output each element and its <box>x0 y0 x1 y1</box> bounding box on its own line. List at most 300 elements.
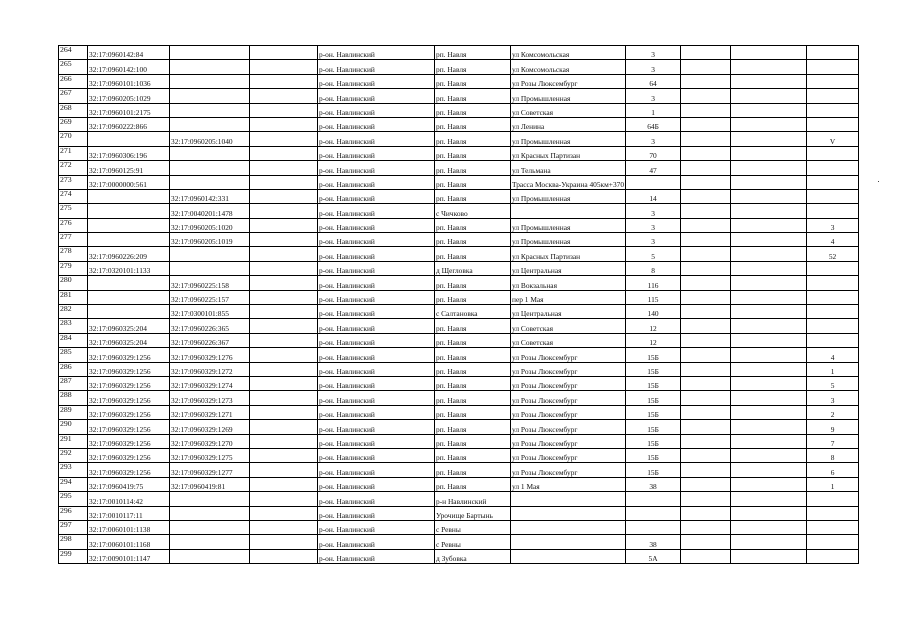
unit-number-cell <box>807 261 859 275</box>
table-row <box>59 89 859 103</box>
blank-column-3 <box>731 319 807 333</box>
blank-column-3 <box>731 60 807 74</box>
blank-column-3 <box>731 549 807 563</box>
blank-column-2 <box>681 117 731 131</box>
blank-column <box>250 276 318 290</box>
cadastral-number-land: 32:17:0960329:1256 <box>88 448 170 462</box>
blank-column <box>250 463 318 477</box>
settlement-cell: рп. Навля <box>435 132 511 146</box>
row-number: 286 <box>59 362 88 376</box>
house-number-cell: 64Б <box>626 117 681 131</box>
unit-number-cell: 4 <box>807 233 859 247</box>
house-number-cell: 15Б <box>626 376 681 390</box>
blank-column-2 <box>681 549 731 563</box>
blank-column-2 <box>681 247 731 261</box>
district-cell: р-он. Навлинский <box>318 405 435 419</box>
blank-column <box>250 60 318 74</box>
table-row <box>59 506 859 520</box>
blank-column-2 <box>681 161 731 175</box>
street-cell: ул Розы Люксембург <box>511 405 626 419</box>
row-number: 277 <box>59 233 88 247</box>
row-number: 268 <box>59 103 88 117</box>
cadastral-number-land: 32:17:0960325:204 <box>88 319 170 333</box>
blank-column-3 <box>731 391 807 405</box>
blank-column-3 <box>731 463 807 477</box>
house-number-cell: 3 <box>626 89 681 103</box>
blank-column <box>250 333 318 347</box>
street-cell: ул Розы Люксембург <box>511 376 626 390</box>
blank-column-3 <box>731 420 807 434</box>
blank-column-2 <box>681 305 731 319</box>
settlement-cell: рп. Навля <box>435 477 511 491</box>
cadastral-number-building: 32:17:0960419:81 <box>170 477 250 491</box>
unit-number-cell <box>807 74 859 88</box>
unit-number-cell <box>807 333 859 347</box>
cadastral-number-building: 32:17:0960329:1277 <box>170 463 250 477</box>
district-cell: р-он. Навлинский <box>318 290 435 304</box>
table-row <box>59 175 859 189</box>
district-cell: р-он. Навлинский <box>318 420 435 434</box>
blank-column-3 <box>731 434 807 448</box>
blank-column-2 <box>681 132 731 146</box>
house-number-cell: 3 <box>626 233 681 247</box>
street-cell: ул Комсомольская <box>511 46 626 60</box>
unit-number-cell <box>807 506 859 520</box>
row-number: 290 <box>59 420 88 434</box>
cadastral-number-building: 32:17:0960329:1272 <box>170 362 250 376</box>
cadastral-number-land: 32:17:0960329:1256 <box>88 463 170 477</box>
cadastral-number-building: 32:17:0960205:1040 <box>170 132 250 146</box>
unit-number-cell: 3 <box>807 218 859 232</box>
blank-column <box>250 362 318 376</box>
settlement-cell: рп. Навля <box>435 175 511 189</box>
table-row <box>59 233 859 247</box>
house-number-cell: 116 <box>626 276 681 290</box>
cadastral-number-land: 32:17:0960101:1036 <box>88 74 170 88</box>
blank-column <box>250 448 318 462</box>
blank-column-2 <box>681 535 731 549</box>
blank-column <box>250 233 318 247</box>
street-cell: ул Центральная <box>511 305 626 319</box>
address-register-table <box>58 45 859 564</box>
blank-column <box>250 290 318 304</box>
cadastral-number-building: 32:17:0960329:1276 <box>170 348 250 362</box>
cadastral-number-building: 32:17:0960329:1270 <box>170 434 250 448</box>
blank-column-2 <box>681 492 731 506</box>
table-row <box>59 276 859 290</box>
blank-column-3 <box>731 146 807 160</box>
blank-column <box>250 146 318 160</box>
blank-column-2 <box>681 60 731 74</box>
unit-number-cell <box>807 46 859 60</box>
cadastral-number-land: 32:17:0060101:1168 <box>88 535 170 549</box>
house-number-cell: 47 <box>626 161 681 175</box>
street-cell: ул Вокзальная <box>511 276 626 290</box>
house-number-cell: 70 <box>626 146 681 160</box>
cadastral-number-building: 32:17:0960329:1269 <box>170 420 250 434</box>
district-cell: р-он. Навлинский <box>318 391 435 405</box>
blank-column-2 <box>681 348 731 362</box>
blank-column-3 <box>731 189 807 203</box>
cadastral-number-land: 32:17:0960329:1256 <box>88 391 170 405</box>
table-row <box>59 247 859 261</box>
district-cell: р-он. Навлинский <box>318 60 435 74</box>
blank-column-2 <box>681 362 731 376</box>
table-row <box>59 319 859 333</box>
street-cell: ул Тельмана <box>511 161 626 175</box>
row-number: 284 <box>59 333 88 347</box>
row-number: 279 <box>59 261 88 275</box>
settlement-cell: с Чичково <box>435 204 511 218</box>
settlement-cell: рп. Навля <box>435 405 511 419</box>
cadastral-number-land: 32:17:0090101:1147 <box>88 549 170 563</box>
street-cell: ул Розы Люксембург <box>511 348 626 362</box>
table-row <box>59 60 859 74</box>
row-number: 275 <box>59 204 88 218</box>
unit-number-cell: 3 <box>807 391 859 405</box>
blank-column-3 <box>731 348 807 362</box>
street-cell: ул Ленина <box>511 117 626 131</box>
unit-number-cell <box>807 117 859 131</box>
street-cell: ул Розы Люксембург <box>511 448 626 462</box>
cadastral-number-building <box>170 549 250 563</box>
table-row <box>59 448 859 462</box>
settlement-cell: рп. Навля <box>435 463 511 477</box>
cadastral-number-land: 32:17:0010117:11 <box>88 506 170 520</box>
unit-number-cell: 1 <box>807 477 859 491</box>
street-cell: пер 1 Мая <box>511 290 626 304</box>
blank-column-2 <box>681 376 731 390</box>
settlement-cell: с Ревны <box>435 520 511 534</box>
house-number-cell: 140 <box>626 305 681 319</box>
blank-column-2 <box>681 261 731 275</box>
blank-column <box>250 506 318 520</box>
blank-column <box>250 376 318 390</box>
blank-column-2 <box>681 103 731 117</box>
blank-column-3 <box>731 261 807 275</box>
house-number-cell: 3 <box>626 218 681 232</box>
settlement-cell: рп. Навля <box>435 146 511 160</box>
blank-column <box>250 477 318 491</box>
district-cell: р-он. Навлинский <box>318 103 435 117</box>
blank-column-3 <box>731 233 807 247</box>
unit-number-cell: 52 <box>807 247 859 261</box>
settlement-cell: рп. Навля <box>435 60 511 74</box>
house-number-cell <box>626 520 681 534</box>
district-cell: р-он. Навлинский <box>318 463 435 477</box>
district-cell: р-он. Навлинский <box>318 117 435 131</box>
settlement-cell: рп. Навля <box>435 391 511 405</box>
blank-column-2 <box>681 175 731 189</box>
house-number-cell: 3 <box>626 60 681 74</box>
blank-column-2 <box>681 434 731 448</box>
table-row <box>59 290 859 304</box>
blank-column-3 <box>731 506 807 520</box>
cadastral-number-building: 32:17:0960225:158 <box>170 276 250 290</box>
blank-column-3 <box>731 520 807 534</box>
house-number-cell: 15Б <box>626 405 681 419</box>
table-row <box>59 520 859 534</box>
blank-column-3 <box>731 175 807 189</box>
unit-number-cell <box>807 305 859 319</box>
cadastral-number-land: 32:17:0960329:1256 <box>88 405 170 419</box>
blank-column-2 <box>681 463 731 477</box>
row-number: 267 <box>59 89 88 103</box>
street-cell <box>511 549 626 563</box>
cadastral-number-land: 32:17:0960101:2175 <box>88 103 170 117</box>
table-row <box>59 463 859 477</box>
table-row <box>59 333 859 347</box>
table-row <box>59 161 859 175</box>
row-number: 289 <box>59 405 88 419</box>
row-number: 297 <box>59 520 88 534</box>
row-number: 294 <box>59 477 88 491</box>
street-cell: ул Розы Люксембург <box>511 362 626 376</box>
blank-column <box>250 405 318 419</box>
district-cell: р-он. Навлинский <box>318 132 435 146</box>
unit-number-cell: 4 <box>807 348 859 362</box>
cadastral-number-building <box>170 103 250 117</box>
blank-column-3 <box>731 448 807 462</box>
row-number: 264 <box>59 46 88 60</box>
district-cell: р-он. Навлинский <box>318 477 435 491</box>
unit-number-cell <box>807 89 859 103</box>
settlement-cell: рп. Навля <box>435 117 511 131</box>
cadastral-number-land: 32:17:0960329:1256 <box>88 434 170 448</box>
blank-column-3 <box>731 103 807 117</box>
cadastral-number-land <box>88 204 170 218</box>
settlement-cell: рп. Навля <box>435 89 511 103</box>
street-cell <box>511 506 626 520</box>
district-cell: р-он. Навлинский <box>318 319 435 333</box>
blank-column <box>250 348 318 362</box>
table-row <box>59 261 859 275</box>
blank-column <box>250 103 318 117</box>
blank-column-2 <box>681 520 731 534</box>
unit-number-cell <box>807 319 859 333</box>
cadastral-number-building <box>170 60 250 74</box>
cadastral-number-building <box>170 117 250 131</box>
unit-number-cell: 7 <box>807 434 859 448</box>
settlement-cell: рп. Навля <box>435 448 511 462</box>
house-number-cell: 15Б <box>626 420 681 434</box>
settlement-cell: рп. Навля <box>435 218 511 232</box>
cadastral-number-land: 32:17:0960329:1256 <box>88 348 170 362</box>
row-number: 274 <box>59 189 88 203</box>
unit-number-cell <box>807 146 859 160</box>
cadastral-number-building <box>170 175 250 189</box>
cadastral-number-land: 32:17:0320101:1133 <box>88 261 170 275</box>
row-number: 296 <box>59 506 88 520</box>
street-cell: ул Розы Люксембург <box>511 434 626 448</box>
blank-column-2 <box>681 89 731 103</box>
street-cell <box>511 204 626 218</box>
settlement-cell: с Ревны <box>435 535 511 549</box>
cadastral-number-building <box>170 492 250 506</box>
cadastral-number-building <box>170 146 250 160</box>
street-cell: ул Красных Партизан <box>511 247 626 261</box>
settlement-cell: рп. Навля <box>435 434 511 448</box>
street-cell: ул Промышленная <box>511 218 626 232</box>
table-row <box>59 305 859 319</box>
district-cell: р-он. Навлинский <box>318 376 435 390</box>
blank-column-2 <box>681 146 731 160</box>
table-row <box>59 348 859 362</box>
cadastral-number-building: 32:17:0960226:365 <box>170 319 250 333</box>
settlement-cell: рп. Навля <box>435 74 511 88</box>
cadastral-number-land: 32:17:0010114:42 <box>88 492 170 506</box>
district-cell: р-он. Навлинский <box>318 434 435 448</box>
table-row <box>59 477 859 491</box>
district-cell: р-он. Навлинский <box>318 362 435 376</box>
house-number-cell <box>626 175 681 189</box>
street-cell: ул Комсомольская <box>511 60 626 74</box>
blank-column <box>250 132 318 146</box>
blank-column <box>250 391 318 405</box>
unit-number-cell: V <box>807 132 859 146</box>
table-row <box>59 132 859 146</box>
blank-column-3 <box>731 46 807 60</box>
blank-column-2 <box>681 233 731 247</box>
house-number-cell <box>626 492 681 506</box>
blank-column-2 <box>681 74 731 88</box>
blank-column <box>250 89 318 103</box>
cadastral-number-land <box>88 305 170 319</box>
blank-column-3 <box>731 247 807 261</box>
cadastral-number-land: 32:17:0960142:100 <box>88 60 170 74</box>
blank-column <box>250 549 318 563</box>
unit-number-cell <box>807 161 859 175</box>
unit-number-cell <box>807 549 859 563</box>
table-row <box>59 74 859 88</box>
street-cell <box>511 520 626 534</box>
unit-number-cell: 8 <box>807 448 859 462</box>
scan-speck <box>878 181 879 182</box>
unit-number-cell: 5 <box>807 376 859 390</box>
house-number-cell: 5 <box>626 247 681 261</box>
blank-column-3 <box>731 89 807 103</box>
unit-number-cell <box>807 175 859 189</box>
blank-column-3 <box>731 74 807 88</box>
district-cell: р-он. Навлинский <box>318 218 435 232</box>
house-number-cell: 38 <box>626 535 681 549</box>
street-cell: ул Центральная <box>511 261 626 275</box>
table-row <box>59 46 859 60</box>
street-cell: ул Красных Партизан <box>511 146 626 160</box>
cadastral-number-land: 32:17:0000000:561 <box>88 175 170 189</box>
row-number: 271 <box>59 146 88 160</box>
unit-number-cell: 1 <box>807 362 859 376</box>
table-row <box>59 549 859 563</box>
blank-column-2 <box>681 290 731 304</box>
row-number: 295 <box>59 492 88 506</box>
table-row <box>59 362 859 376</box>
blank-column-3 <box>731 305 807 319</box>
cadastral-number-building: 32:17:0960329:1275 <box>170 448 250 462</box>
blank-column-3 <box>731 333 807 347</box>
unit-number-cell <box>807 189 859 203</box>
settlement-cell: д Зубовка <box>435 549 511 563</box>
blank-column-3 <box>731 117 807 131</box>
cadastral-number-building: 32:17:0960329:1274 <box>170 376 250 390</box>
house-number-cell: 15Б <box>626 348 681 362</box>
row-number: 265 <box>59 60 88 74</box>
district-cell: р-он. Навлинский <box>318 506 435 520</box>
district-cell: р-он. Навлинский <box>318 261 435 275</box>
blank-column-3 <box>731 405 807 419</box>
table-row <box>59 117 859 131</box>
cadastral-number-building <box>170 261 250 275</box>
table-row <box>59 218 859 232</box>
settlement-cell: рп. Навля <box>435 319 511 333</box>
blank-column <box>250 520 318 534</box>
district-cell: р-он. Навлинский <box>318 520 435 534</box>
district-cell: р-он. Навлинский <box>318 305 435 319</box>
blank-column-2 <box>681 448 731 462</box>
blank-column-3 <box>731 161 807 175</box>
unit-number-cell: 9 <box>807 420 859 434</box>
row-number: 293 <box>59 463 88 477</box>
blank-column-2 <box>681 391 731 405</box>
table-row <box>59 391 859 405</box>
street-cell: ул Советская <box>511 333 626 347</box>
blank-column <box>250 305 318 319</box>
blank-column <box>250 175 318 189</box>
cadastral-number-land: 32:17:0960329:1256 <box>88 362 170 376</box>
house-number-cell: 115 <box>626 290 681 304</box>
cadastral-number-building: 32:17:0960226:367 <box>170 333 250 347</box>
district-cell: р-он. Навлинский <box>318 46 435 60</box>
unit-number-cell <box>807 103 859 117</box>
district-cell: р-он. Навлинский <box>318 161 435 175</box>
cadastral-number-building <box>170 46 250 60</box>
cadastral-number-building: 32:17:0960205:1019 <box>170 233 250 247</box>
street-cell: ул Промышленная <box>511 132 626 146</box>
unit-number-cell: 2 <box>807 405 859 419</box>
blank-column-2 <box>681 319 731 333</box>
table-row <box>59 405 859 419</box>
blank-column <box>250 161 318 175</box>
cadastral-number-land: 32:17:0960329:1256 <box>88 376 170 390</box>
settlement-cell: рп. Навля <box>435 247 511 261</box>
blank-column <box>250 535 318 549</box>
row-number: 273 <box>59 175 88 189</box>
cadastral-number-building: 32:17:0960205:1020 <box>170 218 250 232</box>
settlement-cell: рп. Навля <box>435 189 511 203</box>
settlement-cell: рп. Навля <box>435 348 511 362</box>
table-row <box>59 189 859 203</box>
row-number: 278 <box>59 247 88 261</box>
blank-column-2 <box>681 276 731 290</box>
unit-number-cell <box>807 204 859 218</box>
cadastral-number-land: 32:17:0960205:1029 <box>88 89 170 103</box>
cadastral-number-building: 32:17:0960225:157 <box>170 290 250 304</box>
blank-column <box>250 117 318 131</box>
blank-column <box>250 434 318 448</box>
row-number: 292 <box>59 448 88 462</box>
blank-column-3 <box>731 132 807 146</box>
settlement-cell: рп. Навля <box>435 420 511 434</box>
cadastral-number-building: 32:17:0960329:1273 <box>170 391 250 405</box>
row-number: 282 <box>59 305 88 319</box>
house-number-cell: 15Б <box>626 434 681 448</box>
street-cell: ул Розы Люксембург <box>511 463 626 477</box>
table-row <box>59 535 859 549</box>
blank-column <box>250 189 318 203</box>
blank-column-2 <box>681 506 731 520</box>
blank-column-2 <box>681 420 731 434</box>
cadastral-number-land: 32:17:0960325:204 <box>88 333 170 347</box>
